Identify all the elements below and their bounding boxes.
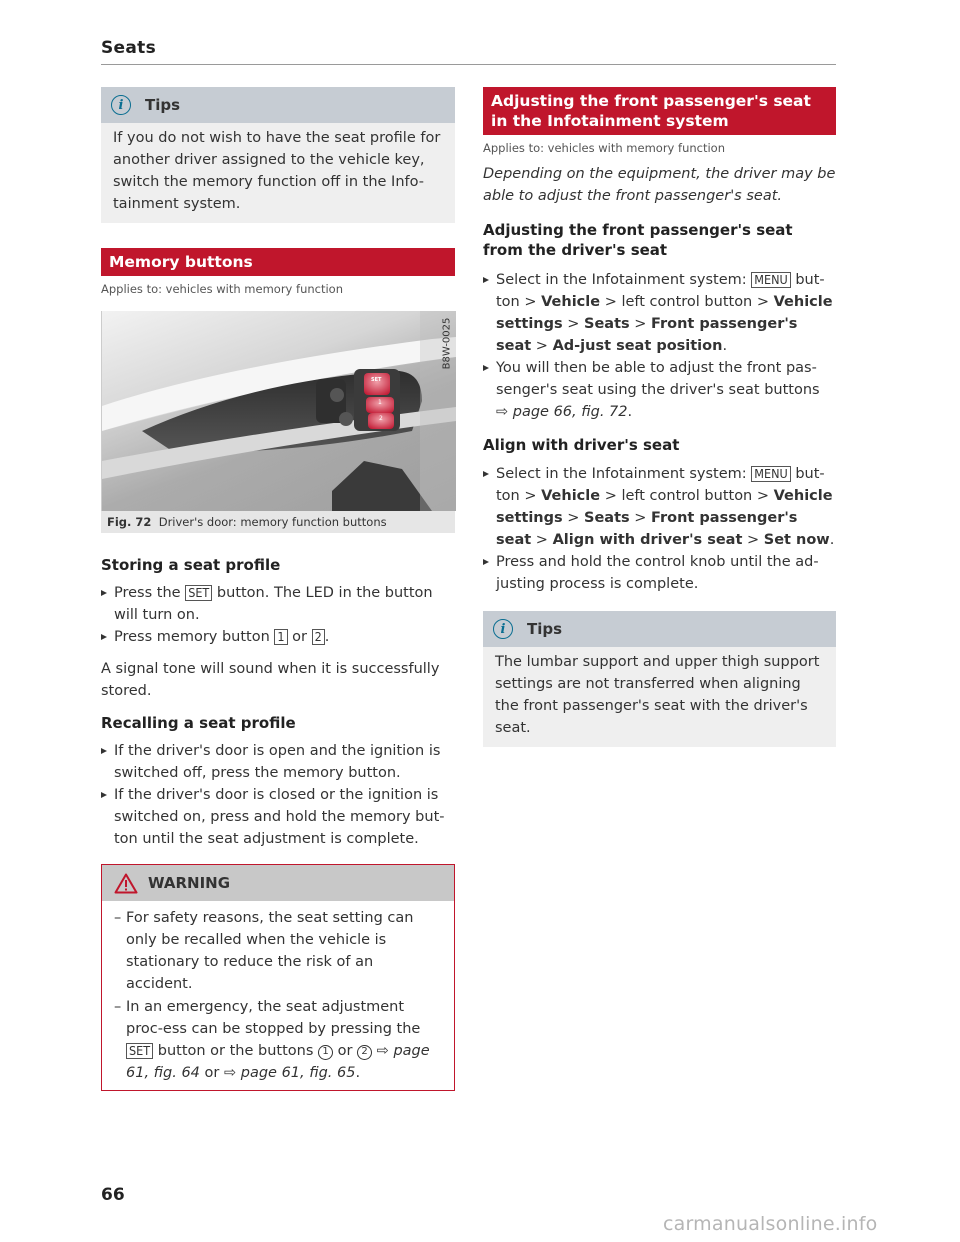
tips-header [101,87,455,123]
page-number: 66 [101,1185,125,1205]
page-reference[interactable]: ⇨ page 61, fig. 64 [126,1043,430,1081]
left-column [101,87,455,1091]
warning-box [101,864,455,1091]
tips-text: The lumbar support and upper thigh support settings are not transferred when aligning the front passenger's seat with the driver's seat. [495,654,820,736]
tips-header [483,611,836,647]
recalling-heading: Recalling a seat profile [101,714,296,732]
warning-title: WARNING [148,874,231,892]
figure-caption-text: Driver's door: memory function buttons [158,515,387,529]
list-item: Select in the Infotainment system: MENU but-ton > Vehicle > left control button > Vehicle settings > Seats > Front passenger's seat > Ad-just seat position. [483,269,836,357]
warning-triangle-icon [114,873,138,894]
callout-1: 1 [318,1045,333,1060]
right-column [483,87,836,747]
list-item: – For safety reasons, the seat setting can only be recalled when the vehicle is stationary to reduce the risk of an accident. [114,907,444,995]
from-driver-heading: Adjusting the front passenger's seat from the driver's seat [483,221,793,259]
memory-button-2-label: 2 [379,415,383,422]
memory-button-1-label: 1 [378,399,382,406]
list-item: If the driver's door is closed or the ignition is switched on, press and hold the memory but-ton until the seat adjustment is complete. [101,784,455,850]
callout-2: 2 [357,1045,372,1060]
watermark: carmanualsonline.info [663,1213,878,1235]
door-figure [101,311,456,511]
list-item: Press the SET button. The LED in the button will turn on. [101,582,455,626]
header-rule [101,64,836,65]
tips-text: If you do not wish to have the seat profile for another driver assigned to the vehicle key, switch the memory function off in the Info-tainment system. [113,130,441,212]
page-reference[interactable]: ⇨ page 61, fig. 65 [223,1065,356,1081]
storing-note: A signal tone will sound when it is successfully stored. [101,661,440,699]
list-item: Press memory button 1 or 2 . [101,626,455,648]
tips-box [101,87,455,223]
tips-title: Tips [527,620,563,638]
figure-code: B8W-0025 [441,317,453,369]
set-key: SET [185,585,212,601]
front-passenger-heading: Adjusting the front passenger's seat in the Infotainment system [483,87,836,135]
figure-caption [101,511,455,533]
applies-note: Applies to: vehicles with memory function [483,141,725,155]
list-item: Press and hold the control knob until the ad-justing process is complete. [483,551,836,595]
list-item: – In an emergency, the seat adjustment proc-ess can be stopped by pressing the SET button or the buttons 1 or 2 ⇨ page 61, fig. 64 or ⇨ page 61, fig. 65. [114,996,444,1084]
tips-title: Tips [145,96,181,114]
info-icon: i [493,619,513,639]
list-item: You will then be able to adjust the front pas-senger's seat using the driver's seat buttons ⇨ page 66, fig. 72. [483,357,836,423]
memory-buttons-heading: Memory buttons [101,248,455,276]
menu-key: MENU [751,466,790,482]
storing-heading: Storing a seat profile [101,556,281,574]
figure-label: Fig. 72 [107,515,152,529]
applies-note: Applies to: vehicles with memory function [101,282,343,296]
list-item: If the driver's door is open and the ignition is switched off, press the memory button. [101,740,455,784]
page-reference[interactable]: ⇨ page 66, fig. 72 [496,404,628,420]
set-button-label: SET [371,377,382,383]
section-title: Seats [101,38,156,58]
list-item: Select in the Infotainment system: MENU but-ton > Vehicle > left control button > Vehicle settings > Seats > Front passenger's seat > Align with driver's seat > Set now. [483,463,836,551]
warning-body [102,901,454,1090]
intro-text: Depending on the equipment, the driver may be able to adjust the front passenger's seat. [483,166,836,204]
memory-key-1: 1 [274,629,287,645]
menu-key: MENU [751,272,790,288]
align-heading: Align with driver's seat [483,436,680,454]
tips-box [483,611,836,747]
info-icon: i [111,95,131,115]
door-panel-illustration [102,311,456,511]
warning-header [102,865,454,901]
memory-key-2: 2 [312,629,325,645]
set-key: SET [126,1043,153,1059]
